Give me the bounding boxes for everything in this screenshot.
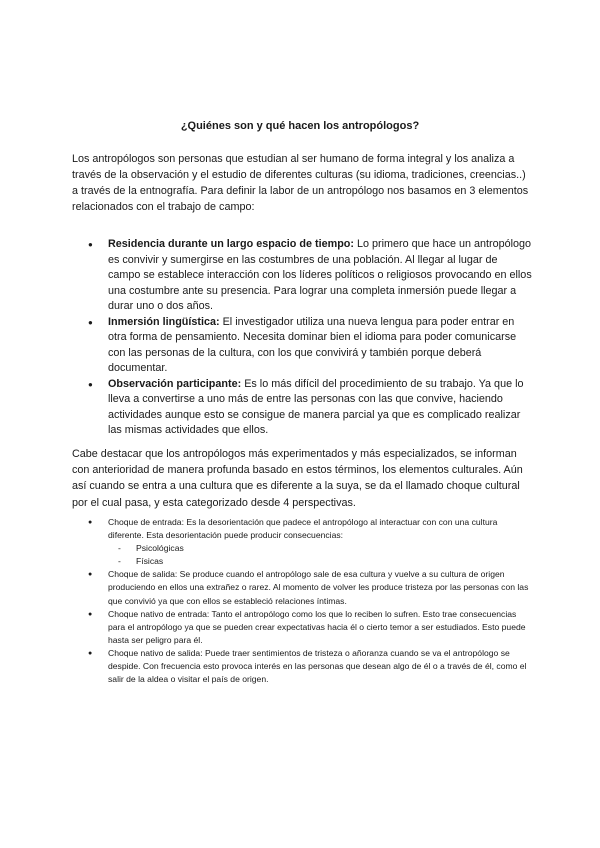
list-item [72, 647, 534, 686]
shock-text: Choque de entrada: Es la desorientación que padece el antropólogo al interactuar con con una cultura diferente. Esta desorientación puede producir consecuencias: [108, 517, 498, 541]
consequences-list [108, 542, 534, 568]
element-term: Residencia durante un largo espacio de tiempo: [108, 238, 354, 250]
list-item [72, 516, 534, 568]
element-text: El investigador utiliza una nueva lengua para poder entrar en otra forma de pensamiento. Necesita dominar bien el idioma para poder comunicarse con las personas de la cultura, con los que convivirá y también porque deberá documentar. [108, 315, 517, 374]
shock-text: Choque nativo de entrada: Tanto el antropólogo como los que lo reciben lo sufren. Esto trae consecuencias para el antropólogo ya que se pueden crear expectativas hacia él o cierto temor a ser estudiados. Esto puede hasta ser peligro para él. [108, 608, 526, 645]
fieldwork-elements-list [72, 237, 532, 439]
element-text: Lo primero que hace un antropólogo es convivir y sumergirse en las costumbres de una población. Al llegar al lugar de campo se establece interacción con los líderes políticos o religiosos provocando en ellos una costumbre ante su presencia. Para lograr una completa inmersión puede llegar a durar uno o dos años. [108, 238, 532, 312]
element-term: Observación participante: [108, 377, 242, 390]
list-item [72, 237, 532, 315]
list-item [72, 568, 534, 607]
element-term: Inmersión lingüística: [108, 315, 220, 328]
list-item [72, 315, 532, 377]
list-item [72, 377, 532, 439]
sub-list-item: - Físicas [108, 555, 534, 568]
list-item [72, 608, 534, 647]
shock-text: Choque de salida: Se produce cuando el antropólogo sale de esa cultura y vuelve a su cultura de origen produciendo en ellos una extrañez o rarez. Al momento de volver les produce tristeza por las personas con las que convivió ya que con ellos se estableció relaciones íntimas. [108, 569, 529, 606]
shock-text: Choque nativo de salida: Puede traer sentimientos de tristeza o añoranza cuando se va el antropólogo se despide. Con frecuencia esto provoca interés en las personas que desean algo de él o a través de él, como el salir de la aldea o visitar el país de origen. [108, 647, 527, 685]
element-text: Es lo más difícil del procedimiento de su trabajo. Ya que lo lleva a convertirse a uno más de entre las personas con las que convive, haciendo actividades aunque esto se consigue de manera parcial ya que es complicado realizar las mismas actividades que ellos. [108, 377, 524, 436]
culture-shock-list [72, 516, 534, 686]
sub-list-item: - Psicológicas [108, 542, 534, 555]
culture-shock-paragraph: Cabe destacar que los antropólogos más experimentados y más especializados, se informan con anterioridad de manera profunda basado en estos términos, los elementos culturales. Aún así cuando se entra a una cultura que es diferente a la suya, se da el llamado choque cultural por el cual pasa, y esta categorizado desde 4 perspectivas. [72, 448, 523, 509]
page-title: ¿Quiénes son y qué hacen los antropólogos? [180, 120, 420, 132]
intro-paragraph: Los antropólogos son personas que estudian al ser humano de forma integral y los analiza a través de la observación y el estudio de diferentes culturas (su idioma, tradiciones, creencias..) a través de la entnografía. Para definir la labor de un antropólogo nos basamos en 3 elementos relacionados con el trabajo de campo: [72, 153, 529, 214]
